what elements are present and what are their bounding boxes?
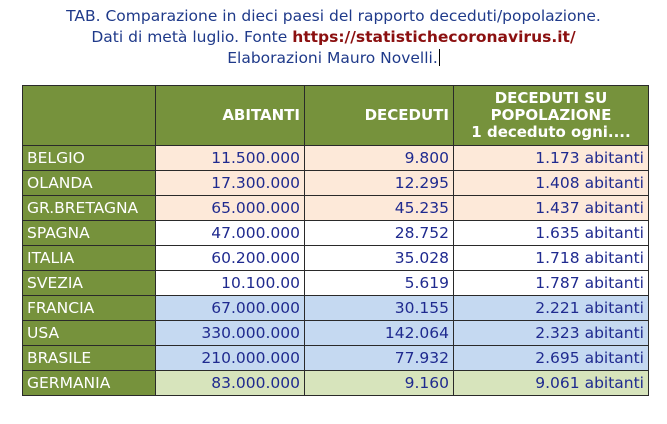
caption-line-2-prefix: Dati di metà luglio. Fonte	[91, 28, 293, 46]
cell-deaths: 9.160	[305, 371, 454, 396]
caption-line-2	[0, 27, 667, 48]
cell-deaths: 28.752	[305, 221, 454, 246]
table-row	[23, 146, 649, 171]
table-row	[23, 321, 649, 346]
table-row	[23, 221, 649, 246]
cell-deaths: 12.295	[305, 171, 454, 196]
cell-deaths: 142.064	[305, 321, 454, 346]
table-row	[23, 371, 649, 396]
cell-country: ITALIA	[23, 246, 156, 271]
cell-deaths: 77.932	[305, 346, 454, 371]
cell-ratio: 2.695 abitanti	[454, 346, 649, 371]
table-row	[23, 296, 649, 321]
caption-line-3	[0, 48, 667, 69]
table-row	[23, 171, 649, 196]
header-country	[23, 86, 156, 146]
cell-ratio: 1.718 abitanti	[454, 246, 649, 271]
cell-inhabitants: 60.200.000	[156, 246, 305, 271]
cell-country: BRASILE	[23, 346, 156, 371]
cell-inhabitants: 17.300.000	[156, 171, 305, 196]
cell-deaths: 9.800	[305, 146, 454, 171]
cell-country: GR.BRETAGNA	[23, 196, 156, 221]
text-cursor	[439, 49, 440, 66]
comparison-table	[22, 85, 649, 396]
cell-ratio: 1.635 abitanti	[454, 221, 649, 246]
cell-inhabitants: 47.000.000	[156, 221, 305, 246]
header-ratio-line-2: POPOLAZIONE	[490, 106, 612, 124]
table-row	[23, 246, 649, 271]
cell-ratio: 2.221 abitanti	[454, 296, 649, 321]
cell-country: BELGIO	[23, 146, 156, 171]
cell-deaths: 5.619	[305, 271, 454, 296]
cell-inhabitants: 10.100.00	[156, 271, 305, 296]
cell-country: OLANDA	[23, 171, 156, 196]
cell-country: SPAGNA	[23, 221, 156, 246]
cell-ratio: 2.323 abitanti	[454, 321, 649, 346]
source-link[interactable]: https://statistichecoronavirus.it/	[292, 28, 576, 46]
header-deaths: DECEDUTI	[305, 86, 454, 146]
cell-ratio: 1.173 abitanti	[454, 146, 649, 171]
cell-country: USA	[23, 321, 156, 346]
caption-line-1: TAB. Comparazione in dieci paesi del rapporto deceduti/popolazione.	[66, 7, 601, 25]
cell-country: FRANCIA	[23, 296, 156, 321]
table-row	[23, 346, 649, 371]
header-ratio	[454, 86, 649, 146]
cell-deaths: 30.155	[305, 296, 454, 321]
cell-inhabitants: 65.000.000	[156, 196, 305, 221]
table-caption	[0, 6, 667, 69]
header-inhabitants: ABITANTI	[156, 86, 305, 146]
table-row	[23, 271, 649, 296]
header-ratio-line-3: 1 deceduto ogni....	[471, 123, 631, 141]
cell-inhabitants: 67.000.000	[156, 296, 305, 321]
cell-country: SVEZIA	[23, 271, 156, 296]
table-body	[23, 146, 649, 396]
cell-inhabitants: 83.000.000	[156, 371, 305, 396]
cell-deaths: 45.235	[305, 196, 454, 221]
cell-ratio: 9.061 abitanti	[454, 371, 649, 396]
header-ratio-line-1: DECEDUTI SU	[494, 89, 608, 107]
cell-inhabitants: 210.000.000	[156, 346, 305, 371]
cell-ratio: 1.408 abitanti	[454, 171, 649, 196]
cell-ratio: 1.787 abitanti	[454, 271, 649, 296]
cell-deaths: 35.028	[305, 246, 454, 271]
caption-author: Elaborazioni Mauro Novelli.	[227, 49, 438, 67]
table-row	[23, 196, 649, 221]
cell-inhabitants: 11.500.000	[156, 146, 305, 171]
cell-inhabitants: 330.000.000	[156, 321, 305, 346]
cell-country: GERMANIA	[23, 371, 156, 396]
cell-ratio: 1.437 abitanti	[454, 196, 649, 221]
table-header-row	[23, 86, 649, 146]
